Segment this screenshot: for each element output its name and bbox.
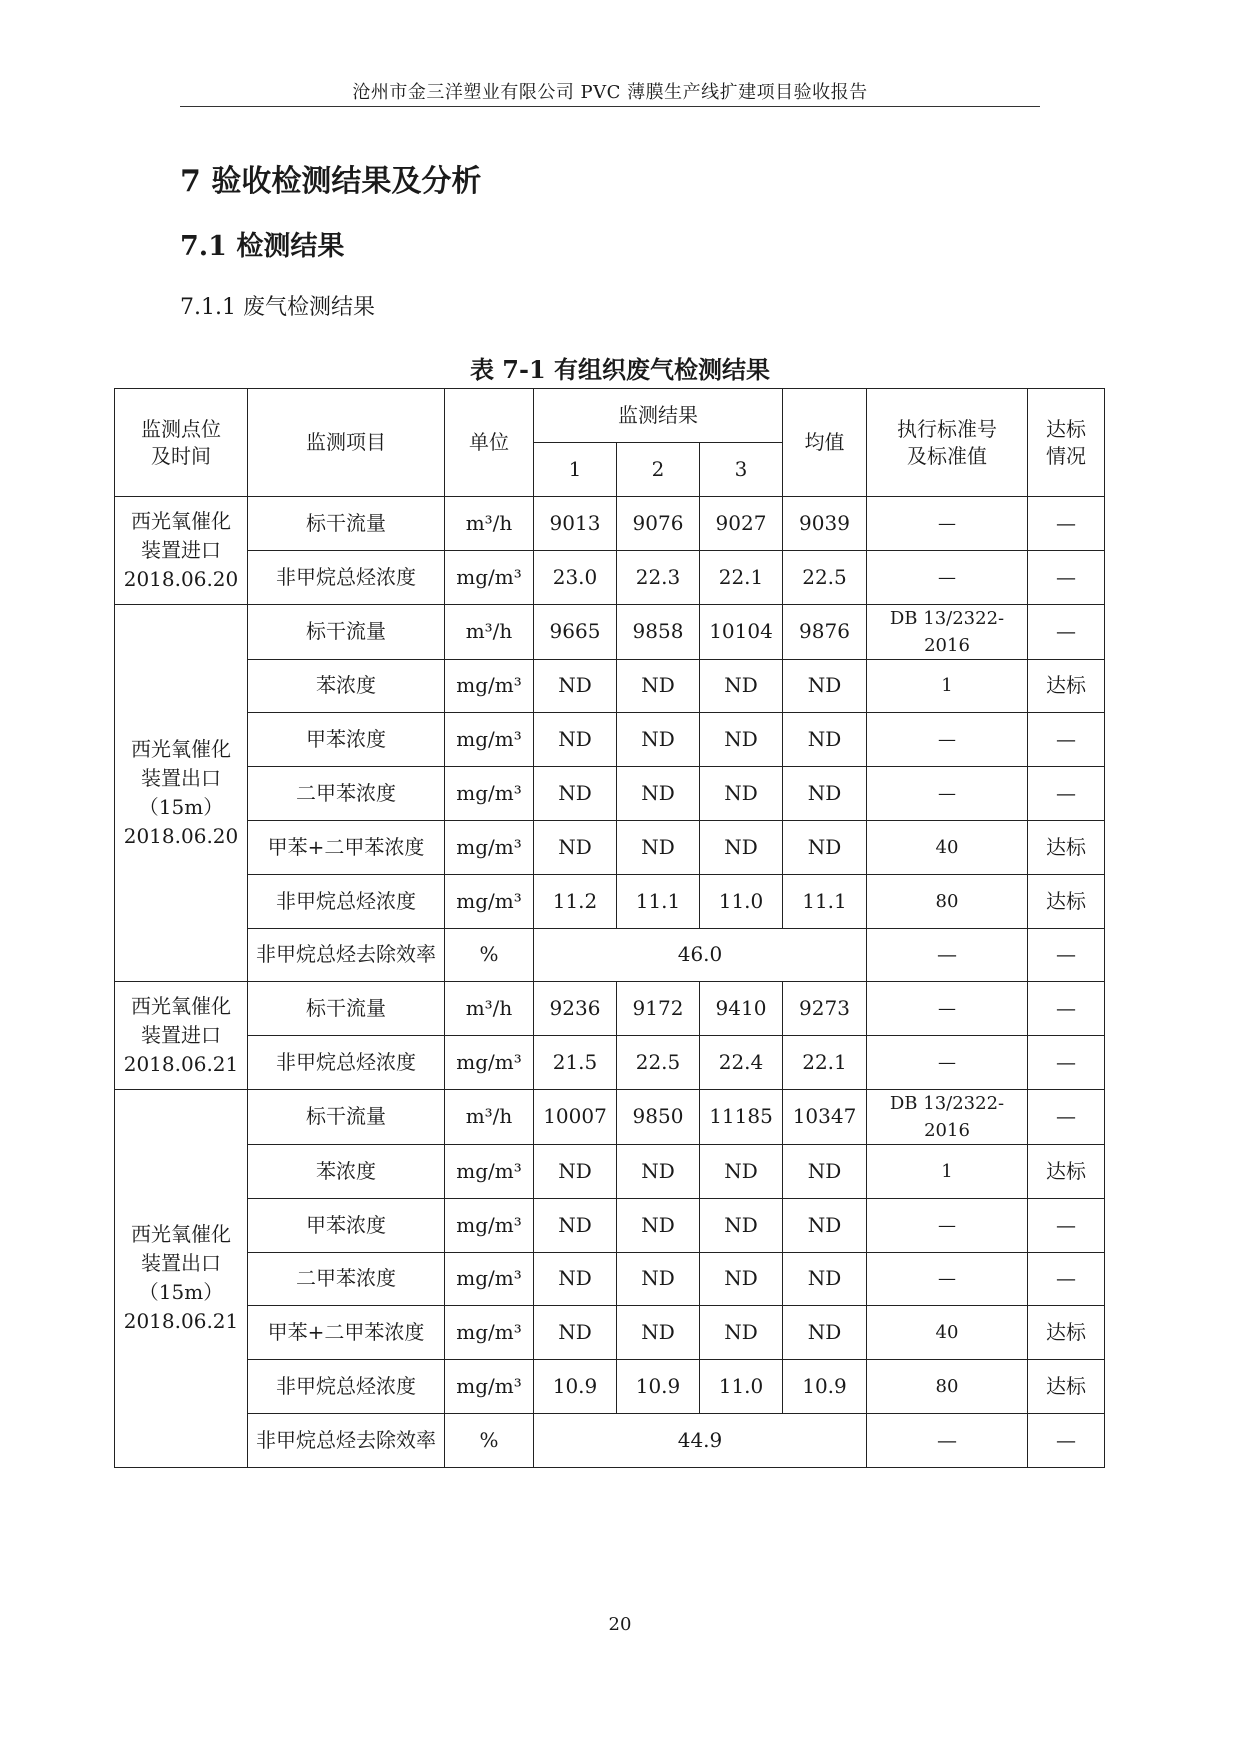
location-cell: 西光氧催化 装置进口 2018.06.21 xyxy=(115,982,248,1090)
standard-cell: — xyxy=(867,550,1028,604)
table-row xyxy=(115,1089,1105,1144)
result-3-cell: ND xyxy=(700,1198,783,1252)
result-1-cell: 11.2 xyxy=(534,874,617,928)
table-row xyxy=(115,659,1105,713)
standard-cell: DB 13/2322-2016 xyxy=(867,604,1028,659)
mean-cell: ND xyxy=(783,1306,867,1360)
result-3-cell: ND xyxy=(700,659,783,713)
result-3-cell: 10104 xyxy=(700,604,783,659)
result-3-cell: 11.0 xyxy=(700,1360,783,1414)
table-row xyxy=(115,874,1105,928)
exhaust-gas-results-table xyxy=(114,388,1105,1468)
efficiency-compliance-cell: — xyxy=(1028,928,1105,982)
header-results: 监测结果 xyxy=(534,389,783,443)
efficiency-standard-cell: — xyxy=(867,1413,1028,1467)
result-3-cell: ND xyxy=(700,1252,783,1306)
compliance-cell: — xyxy=(1028,1089,1105,1144)
mean-cell: ND xyxy=(783,820,867,874)
unit-cell: m³/h xyxy=(445,1089,534,1144)
compliance-cell: 达标 xyxy=(1028,874,1105,928)
efficiency-unit-cell: % xyxy=(445,1413,534,1467)
unit-cell: mg/m³ xyxy=(445,1306,534,1360)
compliance-cell: — xyxy=(1028,1036,1105,1090)
efficiency-row xyxy=(115,1413,1105,1467)
standard-cell: — xyxy=(867,1036,1028,1090)
unit-cell: mg/m³ xyxy=(445,1144,534,1198)
table-row xyxy=(115,497,1105,551)
table-body xyxy=(115,389,1105,1468)
result-1-cell: ND xyxy=(534,1198,617,1252)
result-1-cell: ND xyxy=(534,659,617,713)
unit-cell: mg/m³ xyxy=(445,1360,534,1414)
mean-cell: 9273 xyxy=(783,982,867,1036)
unit-cell: mg/m³ xyxy=(445,1252,534,1306)
compliance-cell: — xyxy=(1028,713,1105,767)
compliance-cell: — xyxy=(1028,767,1105,821)
exhaust-gas-results-table-wrapper xyxy=(114,388,1104,1468)
compliance-cell: 达标 xyxy=(1028,820,1105,874)
unit-cell: mg/m³ xyxy=(445,550,534,604)
mean-cell: 9039 xyxy=(783,497,867,551)
result-1-cell: ND xyxy=(534,713,617,767)
result-2-cell: ND xyxy=(617,1144,700,1198)
result-2-cell: 9172 xyxy=(617,982,700,1036)
mean-cell: ND xyxy=(783,1252,867,1306)
mean-cell: 11.1 xyxy=(783,874,867,928)
subsection-heading: 7.1.1 废气检测结果 xyxy=(180,295,375,320)
efficiency-compliance-cell: — xyxy=(1028,1413,1105,1467)
mean-cell: 22.1 xyxy=(783,1036,867,1090)
location-cell: 西光氧催化 装置进口 2018.06.20 xyxy=(115,497,248,605)
mean-cell: 10.9 xyxy=(783,1360,867,1414)
header-standard: 执行标准号 及标准值 xyxy=(867,389,1028,497)
result-2-cell: 9850 xyxy=(617,1089,700,1144)
item-cell: 甲苯+二甲苯浓度 xyxy=(248,1306,445,1360)
compliance-cell: — xyxy=(1028,550,1105,604)
table-row xyxy=(115,713,1105,767)
unit-cell: mg/m³ xyxy=(445,874,534,928)
result-1-cell: 21.5 xyxy=(534,1036,617,1090)
result-2-cell: 10.9 xyxy=(617,1360,700,1414)
unit-cell: m³/h xyxy=(445,604,534,659)
item-cell: 标干流量 xyxy=(248,604,445,659)
location-cell: 西光氧催化 装置出口 （15m） 2018.06.20 xyxy=(115,604,248,982)
result-3-cell: ND xyxy=(700,1306,783,1360)
result-1-cell: 10.9 xyxy=(534,1360,617,1414)
result-2-cell: ND xyxy=(617,713,700,767)
header-item: 监测项目 xyxy=(248,389,445,497)
report-header-title: 沧州市金三洋塑业有限公司 PVC 薄膜生产线扩建项目验收报告 xyxy=(352,82,868,103)
header-unit: 单位 xyxy=(445,389,534,497)
standard-cell: 1 xyxy=(867,1144,1028,1198)
result-1-cell: ND xyxy=(534,767,617,821)
result-2-cell: 22.5 xyxy=(617,1036,700,1090)
table-row xyxy=(115,767,1105,821)
section-heading: 7.1 检测结果 xyxy=(180,231,345,262)
result-2-cell: 22.3 xyxy=(617,550,700,604)
standard-cell: — xyxy=(867,1252,1028,1306)
result-3-cell: ND xyxy=(700,713,783,767)
standard-cell: 80 xyxy=(867,874,1028,928)
result-2-cell: 9076 xyxy=(617,497,700,551)
result-2-cell: ND xyxy=(617,1306,700,1360)
item-cell: 甲苯+二甲苯浓度 xyxy=(248,820,445,874)
standard-cell: — xyxy=(867,767,1028,821)
table-row xyxy=(115,1252,1105,1306)
table-row xyxy=(115,1360,1105,1414)
result-2-cell: ND xyxy=(617,1252,700,1306)
result-3-cell: ND xyxy=(700,767,783,821)
efficiency-standard-cell: — xyxy=(867,928,1028,982)
header-location: 监测点位 及时间 xyxy=(115,389,248,497)
item-cell: 苯浓度 xyxy=(248,1144,445,1198)
compliance-cell: — xyxy=(1028,497,1105,551)
item-cell: 非甲烷总烃浓度 xyxy=(248,874,445,928)
result-2-cell: ND xyxy=(617,820,700,874)
item-cell: 二甲苯浓度 xyxy=(248,1252,445,1306)
result-3-cell: 9410 xyxy=(700,982,783,1036)
result-2-cell: 9858 xyxy=(617,604,700,659)
table-row xyxy=(115,604,1105,659)
efficiency-value-cell: 46.0 xyxy=(534,928,867,982)
table-row xyxy=(115,1306,1105,1360)
result-2-cell: ND xyxy=(617,1198,700,1252)
result-2-cell: 11.1 xyxy=(617,874,700,928)
result-1-cell: ND xyxy=(534,1306,617,1360)
compliance-cell: — xyxy=(1028,1198,1105,1252)
unit-cell: mg/m³ xyxy=(445,659,534,713)
table-row xyxy=(115,1198,1105,1252)
unit-cell: mg/m³ xyxy=(445,1198,534,1252)
mean-cell: 22.5 xyxy=(783,550,867,604)
header-mean: 均值 xyxy=(783,389,867,497)
item-cell: 标干流量 xyxy=(248,1089,445,1144)
header-result-2: 2 xyxy=(617,443,700,497)
result-2-cell: ND xyxy=(617,767,700,821)
compliance-cell: 达标 xyxy=(1028,1360,1105,1414)
efficiency-value-cell: 44.9 xyxy=(534,1413,867,1467)
unit-cell: mg/m³ xyxy=(445,1036,534,1090)
standard-cell: — xyxy=(867,982,1028,1036)
item-cell: 标干流量 xyxy=(248,982,445,1036)
standard-cell: — xyxy=(867,713,1028,767)
standard-cell: 40 xyxy=(867,820,1028,874)
compliance-cell: 达标 xyxy=(1028,1306,1105,1360)
header-result-1: 1 xyxy=(534,443,617,497)
result-1-cell: 9236 xyxy=(534,982,617,1036)
location-cell: 西光氧催化 装置出口 （15m） 2018.06.21 xyxy=(115,1089,248,1467)
unit-cell: m³/h xyxy=(445,497,534,551)
compliance-cell: — xyxy=(1028,604,1105,659)
table-caption: 表 7-1 有组织废气检测结果 xyxy=(469,355,771,384)
mean-cell: ND xyxy=(783,713,867,767)
table-row xyxy=(115,1036,1105,1090)
unit-cell: mg/m³ xyxy=(445,820,534,874)
item-cell: 甲苯浓度 xyxy=(248,713,445,767)
result-3-cell: 9027 xyxy=(700,497,783,551)
compliance-cell: 达标 xyxy=(1028,1144,1105,1198)
item-cell: 非甲烷总烃浓度 xyxy=(248,1360,445,1414)
compliance-cell: — xyxy=(1028,982,1105,1036)
result-3-cell: 11.0 xyxy=(700,874,783,928)
item-cell: 非甲烷总烃浓度 xyxy=(248,550,445,604)
table-row xyxy=(115,550,1105,604)
result-3-cell: ND xyxy=(700,820,783,874)
result-1-cell: ND xyxy=(534,1144,617,1198)
mean-cell: ND xyxy=(783,1144,867,1198)
header-result-3: 3 xyxy=(700,443,783,497)
efficiency-item-cell: 非甲烷总烃去除效率 xyxy=(248,1413,445,1467)
table-row xyxy=(115,820,1105,874)
compliance-cell: 达标 xyxy=(1028,659,1105,713)
table-row xyxy=(115,982,1105,1036)
item-cell: 非甲烷总烃浓度 xyxy=(248,1036,445,1090)
chapter-heading: 7 验收检测结果及分析 xyxy=(180,164,482,199)
mean-cell: ND xyxy=(783,767,867,821)
item-cell: 标干流量 xyxy=(248,497,445,551)
standard-cell: DB 13/2322-2016 xyxy=(867,1089,1028,1144)
mean-cell: 10347 xyxy=(783,1089,867,1144)
table-header-row xyxy=(115,389,1105,443)
header-divider xyxy=(180,106,1040,107)
unit-cell: m³/h xyxy=(445,982,534,1036)
table-row xyxy=(115,1144,1105,1198)
result-3-cell: 11185 xyxy=(700,1089,783,1144)
result-1-cell: ND xyxy=(534,1252,617,1306)
result-3-cell: 22.4 xyxy=(700,1036,783,1090)
result-1-cell: 9013 xyxy=(534,497,617,551)
header-compliance: 达标 情况 xyxy=(1028,389,1105,497)
unit-cell: mg/m³ xyxy=(445,767,534,821)
item-cell: 甲苯浓度 xyxy=(248,1198,445,1252)
unit-cell: mg/m³ xyxy=(445,713,534,767)
result-3-cell: 22.1 xyxy=(700,550,783,604)
result-3-cell: ND xyxy=(700,1144,783,1198)
result-1-cell: 9665 xyxy=(534,604,617,659)
mean-cell: ND xyxy=(783,659,867,713)
result-2-cell: ND xyxy=(617,659,700,713)
standard-cell: 80 xyxy=(867,1360,1028,1414)
efficiency-item-cell: 非甲烷总烃去除效率 xyxy=(248,928,445,982)
standard-cell: 1 xyxy=(867,659,1028,713)
standard-cell: — xyxy=(867,497,1028,551)
page-number: 20 xyxy=(608,1614,632,1635)
mean-cell: 9876 xyxy=(783,604,867,659)
result-1-cell: ND xyxy=(534,820,617,874)
item-cell: 二甲苯浓度 xyxy=(248,767,445,821)
standard-cell: 40 xyxy=(867,1306,1028,1360)
efficiency-row xyxy=(115,928,1105,982)
efficiency-unit-cell: % xyxy=(445,928,534,982)
standard-cell: — xyxy=(867,1198,1028,1252)
item-cell: 苯浓度 xyxy=(248,659,445,713)
result-1-cell: 10007 xyxy=(534,1089,617,1144)
mean-cell: ND xyxy=(783,1198,867,1252)
result-1-cell: 23.0 xyxy=(534,550,617,604)
compliance-cell: — xyxy=(1028,1252,1105,1306)
